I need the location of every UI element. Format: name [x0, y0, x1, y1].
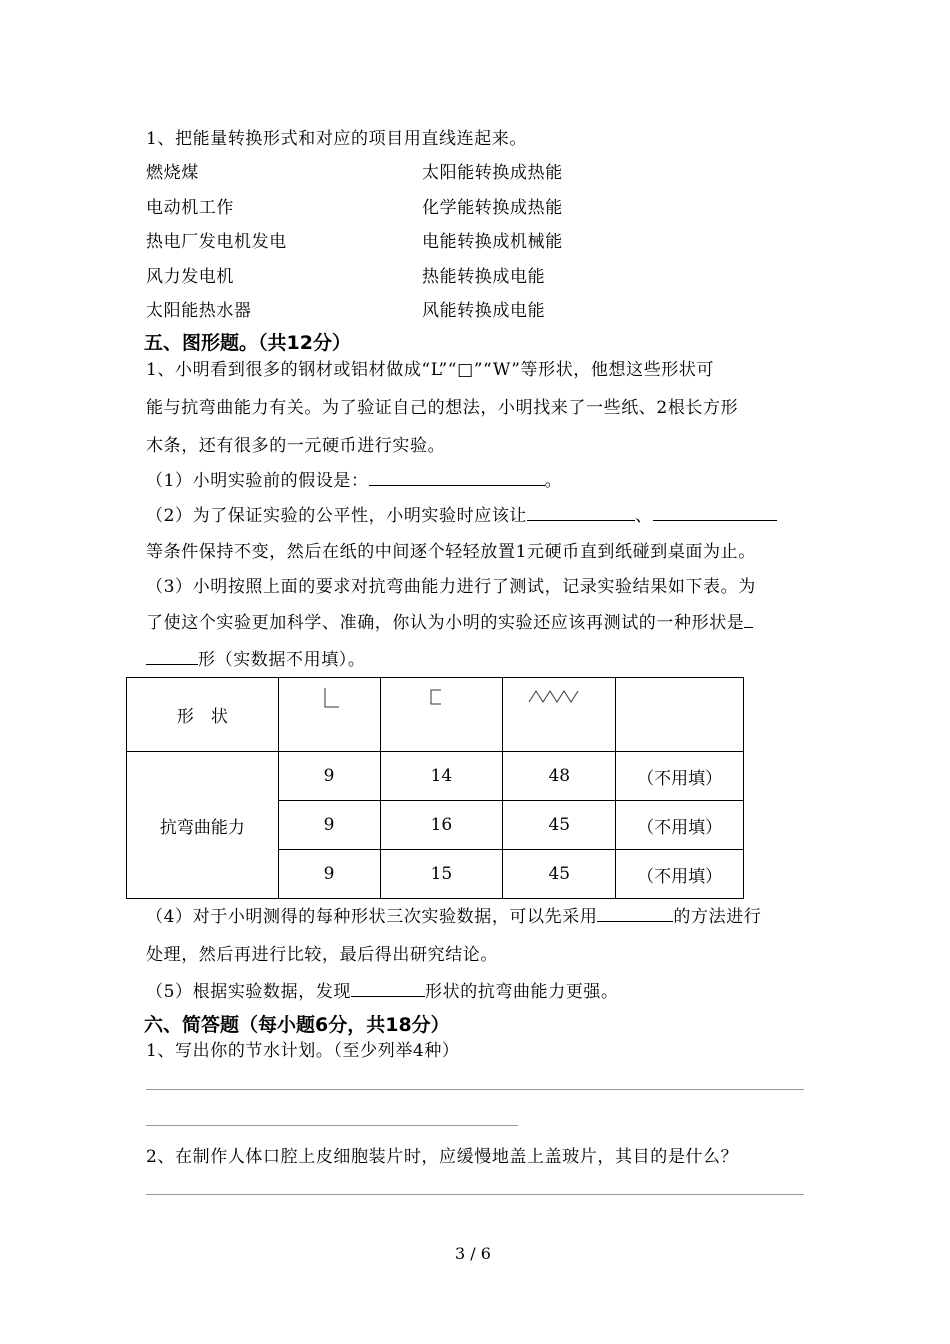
- matching-instruction: 1、把能量转换形式和对应的项目用直线连起来。: [146, 129, 528, 149]
- table-cell: 45: [503, 801, 616, 850]
- answer-blank[interactable]: [351, 981, 425, 997]
- matching-left-item: 风力发电机: [146, 267, 234, 287]
- square-shape-icon: [381, 678, 441, 708]
- subquestion-1: [146, 466, 562, 491]
- subquestion-3-end: [146, 645, 366, 670]
- matching-left-item: 电动机工作: [146, 198, 234, 218]
- matching-left-item: 太阳能热水器: [146, 301, 252, 321]
- question-text: 能与抗弯曲能力有关。为了验证自己的想法，小明找来了一些纸、2根长方形: [146, 398, 739, 418]
- table-cell: 45: [503, 850, 616, 899]
- answer-blank[interactable]: [527, 505, 635, 521]
- subquestion-4-cont: 处理，然后再进行比较，最后得出研究结论。: [146, 945, 498, 965]
- table-cell: 9: [278, 850, 380, 899]
- question-text: 木条，还有很多的一元硬币进行实验。: [146, 436, 446, 456]
- answer-line[interactable]: [146, 1194, 804, 1195]
- subquestion-2-sep: 、: [635, 506, 653, 526]
- table-cell: 15: [380, 850, 503, 899]
- answer-blank[interactable]: [597, 906, 673, 922]
- subquestion-4-tail: 的方法进行: [673, 907, 762, 927]
- matching-right-item: 热能转换成电能: [422, 267, 546, 287]
- subquestion-4: [146, 902, 761, 927]
- subquestion-1-end: 。: [544, 471, 563, 491]
- page-number: 3 / 6: [455, 1244, 491, 1263]
- table-row: [127, 752, 744, 801]
- matching-right-item: 太阳能转换成热能: [422, 163, 563, 183]
- subquestion-5: [146, 977, 619, 1002]
- subquestion-2: [146, 501, 777, 526]
- table-cell: （不用填）: [616, 850, 744, 899]
- subquestion-2-cont: 等条件保持不变，然后在纸的中间逐个轻轻放置1元硬币直到纸碰到桌面为止。: [146, 542, 756, 562]
- answer-blank[interactable]: [146, 649, 198, 665]
- table-cell: 48: [503, 752, 616, 801]
- matching-right-item: 化学能转换成热能: [422, 198, 563, 218]
- l-shape-icon: [279, 678, 339, 708]
- answer-blank[interactable]: [369, 470, 545, 486]
- shape-square-cell: [380, 678, 503, 752]
- experiment-table: [126, 677, 744, 899]
- subquestion-5-tail: 形状的抗弯曲能力更强。: [425, 982, 619, 1002]
- subquestion-1-text: （1）小明实验前的假设是：: [146, 471, 369, 491]
- ability-label: 抗弯曲能力: [127, 752, 279, 899]
- subquestion-2-text: （2）为了保证实验的公平性，小明实验时应该让: [146, 506, 528, 526]
- table-cell: 9: [278, 801, 380, 850]
- table-cell: 9: [278, 752, 380, 801]
- shape-l-cell: [278, 678, 380, 752]
- table-header-row: [127, 678, 744, 752]
- answer-line[interactable]: [146, 1089, 804, 1090]
- subquestion-3-tail: 形（实数据不用填）。: [198, 650, 366, 670]
- table-cell: 14: [380, 752, 503, 801]
- section-five-heading: 五、图形题。（共12分）: [144, 332, 351, 354]
- matching-left-item: 热电厂发电机发电: [146, 232, 287, 252]
- shape-header: 形 状: [127, 678, 279, 752]
- table-cell: （不用填）: [616, 801, 744, 850]
- matching-right-item: 电能转换成机械能: [422, 232, 563, 252]
- answer-blank[interactable]: [744, 612, 753, 628]
- subquestion-5-text: （5）根据实验数据，发现: [146, 982, 352, 1002]
- short-answer-question: 2、在制作人体口腔上皮细胞装片时，应缓慢地盖上盖玻片，其目的是什么？: [146, 1147, 739, 1167]
- table-cell: 16: [380, 801, 503, 850]
- answer-blank[interactable]: [653, 505, 777, 521]
- w-shape-icon: [503, 678, 583, 708]
- subquestion-3-cont: [146, 608, 753, 633]
- short-answer-question: 1、写出你的节水计划。（至少列举4种）: [146, 1041, 460, 1061]
- matching-left-item: 燃烧煤: [146, 163, 199, 183]
- shape-blank-cell[interactable]: [616, 678, 744, 752]
- subquestion-3-text: 了使这个实验更加科学、准确，你认为小明的实验还应该再测试的一种形状是: [146, 613, 745, 633]
- answer-line[interactable]: [146, 1125, 518, 1126]
- subquestion-4-text: （4）对于小明测得的每种形状三次实验数据，可以先采用: [146, 907, 598, 927]
- matching-right-item: 风能转换成电能: [422, 301, 546, 321]
- section-six-heading: 六、简答题（每小题6分，共18分）: [144, 1014, 450, 1036]
- table-cell: （不用填）: [616, 752, 744, 801]
- question-text: 1、小明看到很多的钢材或铝材做成“L”“□”“W”等形状，他想这些形状可: [146, 360, 715, 380]
- shape-w-cell: [503, 678, 616, 752]
- subquestion-3: （3）小明按照上面的要求对抗弯曲能力进行了测试，记录实验结果如下表。为: [146, 577, 756, 597]
